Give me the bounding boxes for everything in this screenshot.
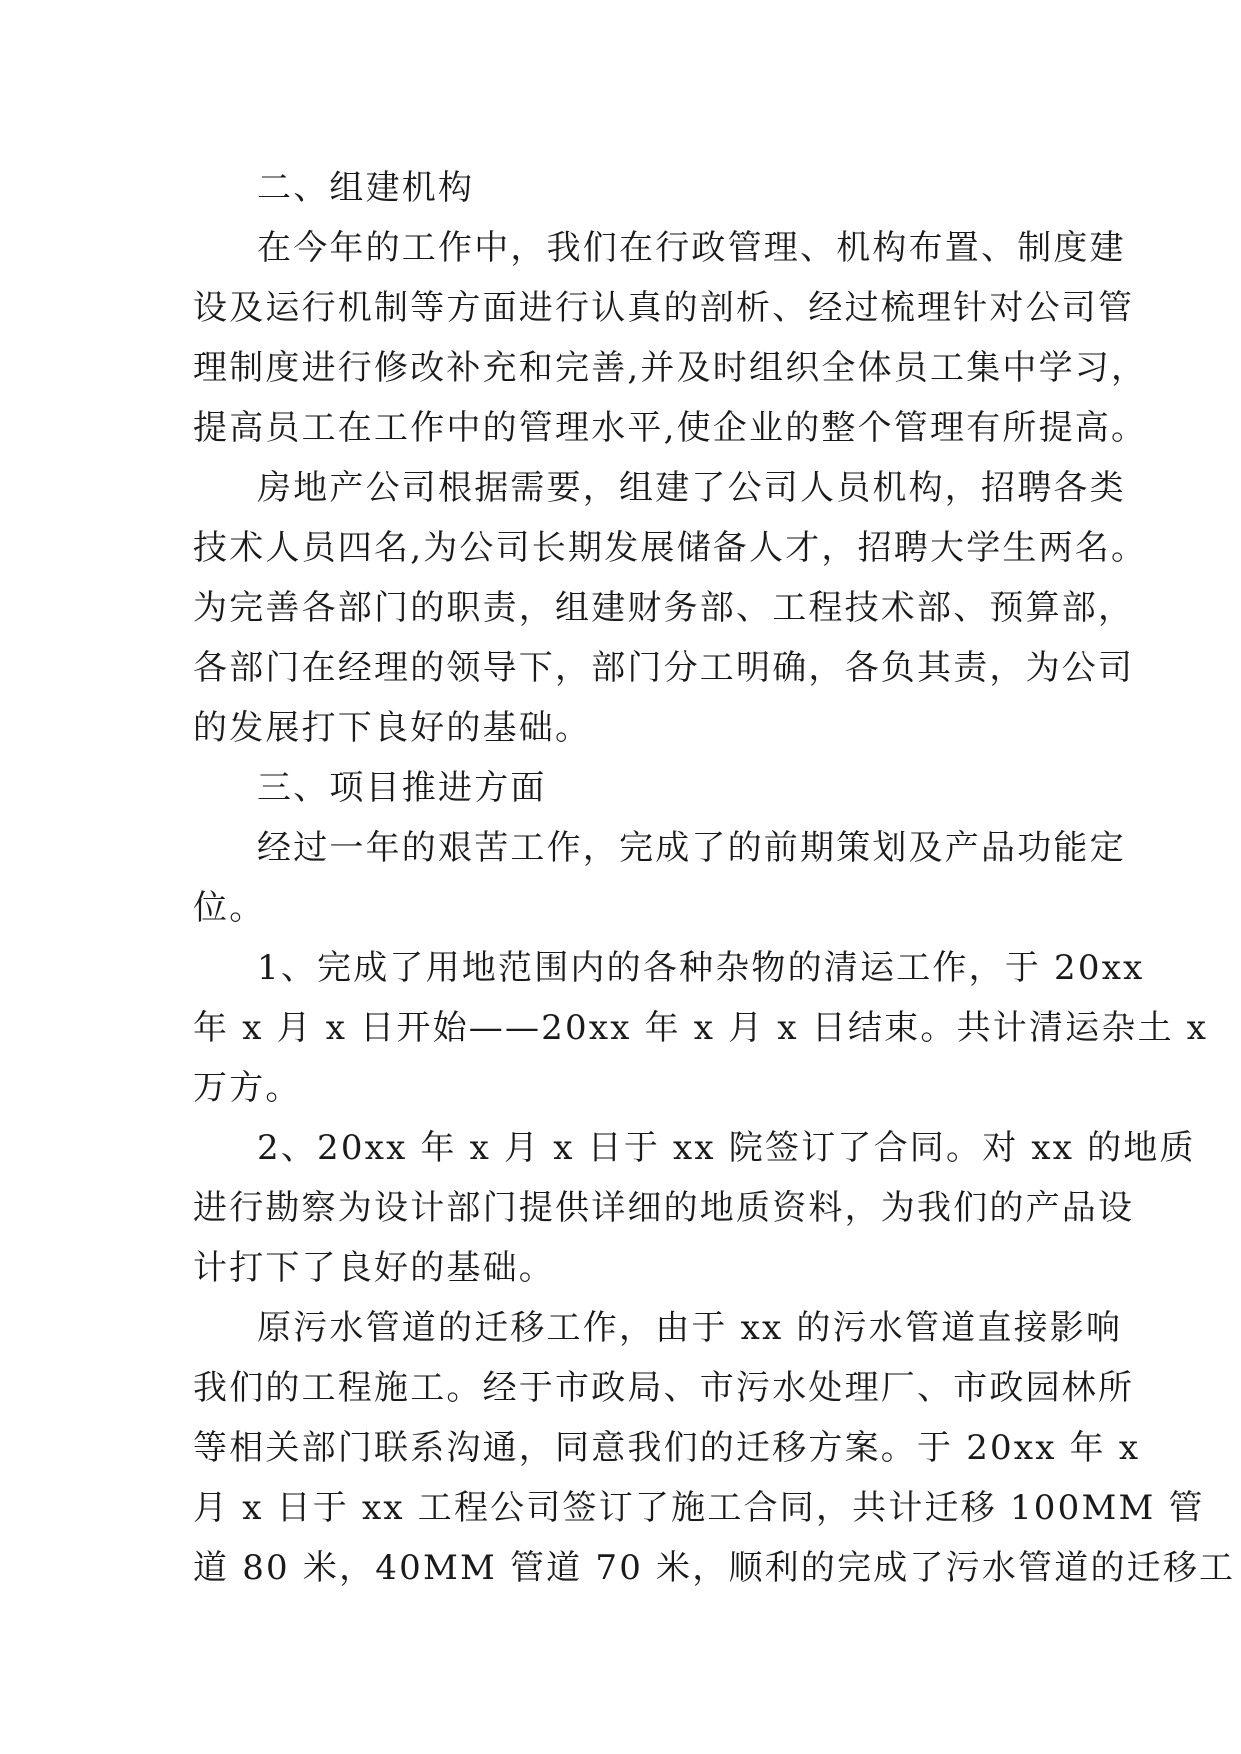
text-line: 设及运行机制等方面进行认真的剖析、经过梳理针对公司管 xyxy=(193,288,1135,328)
text-line: 我们的工程施工。经于市政局、市污水处理厂、市政园林所 xyxy=(193,1368,1135,1408)
text-line: 技术人员四名,为公司长期发展储备人才，招聘大学生两名。 xyxy=(193,528,1148,568)
text-line: 1、完成了用地范围内的各种杂物的清运工作，于 20xx xyxy=(257,948,1145,988)
text-line: 计打下了良好的基础。 xyxy=(193,1248,555,1288)
text-line: 原污水管道的迁移工作，由于 xx 的污水管道直接影响 xyxy=(257,1308,1123,1348)
text-line: 在今年的工作中，我们在行政管理、机构布置、制度建 xyxy=(257,228,1126,268)
text-line: 万方。 xyxy=(193,1068,302,1108)
text-line: 2、20xx 年 x 月 x 日于 xx 院签订了合同。对 xx 的地质 xyxy=(257,1128,1196,1168)
text-line: 各部门在经理的领导下，部门分工明确，各负其责，为公司 xyxy=(193,648,1135,688)
text-line: 等相关部门联系沟通，同意我们的迁移方案。于 20xx 年 x xyxy=(193,1428,1141,1468)
text-line: 房地产公司根据需要，组建了公司人员机构，招聘各类 xyxy=(257,468,1126,508)
text-line: 月 x 日于 xx 工程公司签订了施工合同，共计迁移 100MM 管 xyxy=(193,1488,1205,1528)
text-line: 为完善各部门的职责，组建财务部、工程技术部、预算部， xyxy=(193,588,1135,628)
text-line: 进行勘察为设计部门提供详细的地质资料，为我们的产品设 xyxy=(193,1188,1135,1228)
text-line: 提高员工在工作中的管理水平,使企业的整个管理有所提高。 xyxy=(193,408,1148,448)
text-line: 经过一年的艰苦工作，完成了的前期策划及产品功能定 xyxy=(257,828,1126,868)
text-line: 位。 xyxy=(193,888,266,928)
text-line: 二、组建机构 xyxy=(257,168,475,208)
text-line: 理制度进行修改补充和完善,并及时组织全体员工集中学习， xyxy=(193,348,1148,388)
text-line: 年 x 月 x 日开始——20xx 年 x 月 x 日结束。共计清运杂土 x xyxy=(193,1008,1209,1048)
text-line: 三、项目推进方面 xyxy=(257,768,547,808)
text-line: 的发展打下良好的基础。 xyxy=(193,708,592,748)
text-line: 道 80 米，40MM 管道 70 米，顺利的完成了污水管道的迁移工 xyxy=(193,1548,1236,1588)
document-body xyxy=(193,158,1236,1598)
